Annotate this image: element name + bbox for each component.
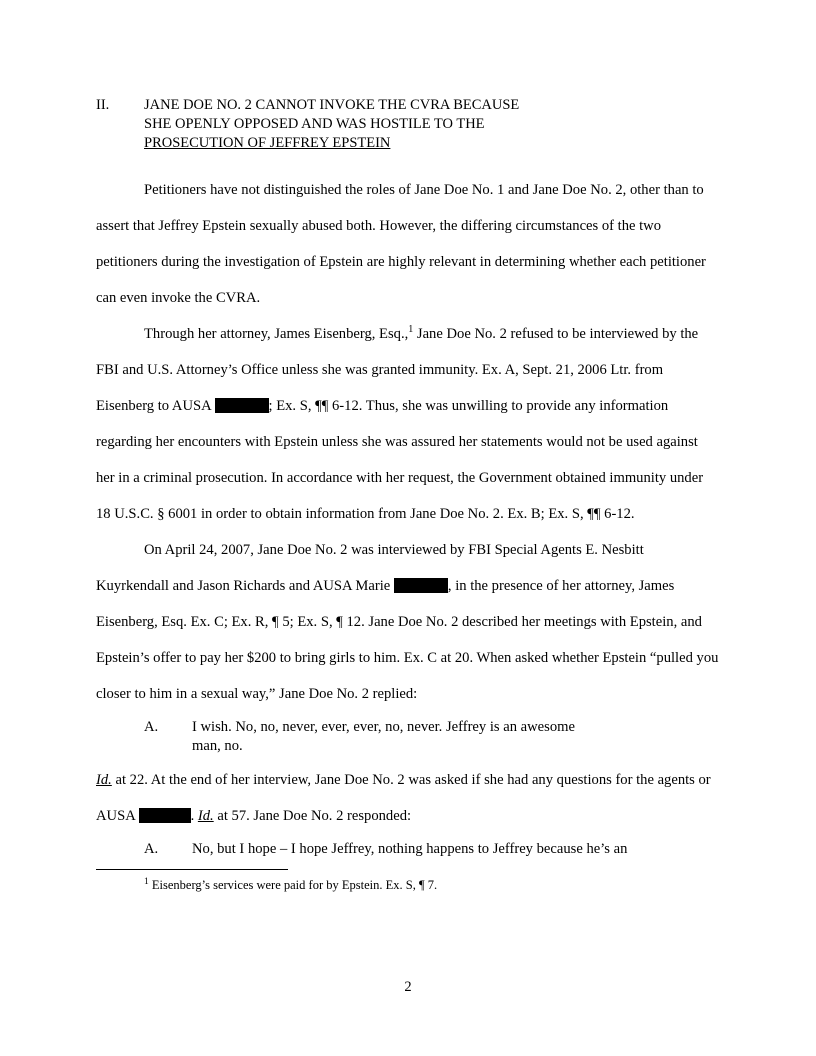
- footnote-1: [96, 877, 720, 894]
- id-citation-1: Id.: [96, 772, 112, 788]
- page-content: [96, 96, 720, 894]
- paragraph-3-part-a: On April 24, 2007, Jane Doe No. 2 was interviewed by FBI Special Agents E. Nesbitt Kuyrkendall and Jason Richards and AUSA Marie: [96, 542, 644, 594]
- footnote-marker: 1: [144, 876, 149, 887]
- paragraph-2-part-a: Through her attorney, James Eisenberg, Esq.,: [144, 326, 409, 342]
- paragraph-2-part-b: Jane Doe No. 2 refused to be interviewed by the FBI and U.S. Attorney’s Office unless she was granted immunity. Ex. A, Sept. 21, 2006 Ltr. from Eisenberg to AUSA: [96, 326, 699, 414]
- citation-text-1: at 22. At the end of her interview, Jane Doe No. 2 was asked if she had any questions for the agents or AUSA: [96, 772, 711, 824]
- citation-paragraph: [96, 762, 720, 834]
- heading-line-1: JANE DOE NO. 2 CANNOT INVOKE THE CVRA BECAUSE: [144, 97, 520, 113]
- quote-line-1: I wish. No, no, never, ever, ever, no, never. Jeffrey is an awesome: [192, 719, 575, 735]
- quote-label-1: A.: [144, 719, 159, 735]
- footnote-text: Eisenberg’s services were paid for by Epstein. Ex. S, ¶ 7.: [148, 878, 438, 892]
- quote-block-1: [96, 718, 720, 756]
- redaction-bar-1: [215, 398, 269, 413]
- footnote-reference-1: 1: [408, 324, 414, 336]
- paragraph-3: [96, 532, 720, 712]
- quote-line-2: man, no.: [192, 738, 243, 754]
- quote-text-2: [192, 840, 672, 859]
- redaction-bar-2: [394, 578, 448, 593]
- paragraph-1: Petitioners have not distinguished the roles of Jane Doe No. 1 and Jane Doe No. 2, other than to assert that Jeffrey Epstein sexually abused both. However, the differing circumstances of the two petitioners during the investigation of Epstein are highly relevant in determining whether each petitioner can even invoke the CVRA.: [96, 182, 706, 306]
- quote-line-3: No, but I hope – I hope Jeffrey, nothing happens to Jeffrey because he’s an: [192, 841, 628, 857]
- quote-label-2: A.: [144, 841, 159, 857]
- quote-block-2: [96, 840, 720, 859]
- heading-text: [144, 96, 720, 153]
- paragraph-2-part-c: ; Ex. S, ¶¶ 6-12. Thus, she was unwilling to provide any information regarding her encounters with Epstein unless she was assured her statements would not be used against her in a criminal prosecution. In accordance with her request, the Government obtained immunity under 18 U.S.C. § 6001 in order to obtain information from Jane Doe No. 2. Ex. B; Ex. S, ¶¶ 6-12.: [96, 398, 704, 522]
- section-heading: [96, 96, 720, 153]
- redaction-bar-3: [139, 808, 191, 823]
- citation-text-3: at 57. Jane Doe No. 2 responded:: [213, 808, 412, 824]
- heading-line-3: PROSECUTION OF JEFFREY EPSTEIN: [144, 135, 391, 151]
- footnote-separator: [96, 869, 288, 870]
- paragraph-3-part-b: , in the presence of her attorney, James Eisenberg, Esq. Ex. C; Ex. R, ¶ 5; Ex. S, ¶ 12. Jane Doe No. 2 described her meetings with Epstein, and Epstein’s offer to pay her $200 to bring girls to him. Ex. C at 20. When asked whether Epstein “pulled you closer to him in a sexual way,” Jane Doe No. 2 replied:: [96, 578, 719, 702]
- paragraph-2: [96, 316, 720, 532]
- heading-number: II.: [96, 97, 110, 113]
- citation-text-2: .: [190, 808, 198, 824]
- id-citation-2: Id.: [197, 808, 214, 824]
- quote-text-1: [192, 718, 672, 756]
- heading-line-2: SHE OPENLY OPPOSED AND WAS HOSTILE TO THE: [144, 116, 485, 132]
- page-number: 2: [404, 979, 412, 995]
